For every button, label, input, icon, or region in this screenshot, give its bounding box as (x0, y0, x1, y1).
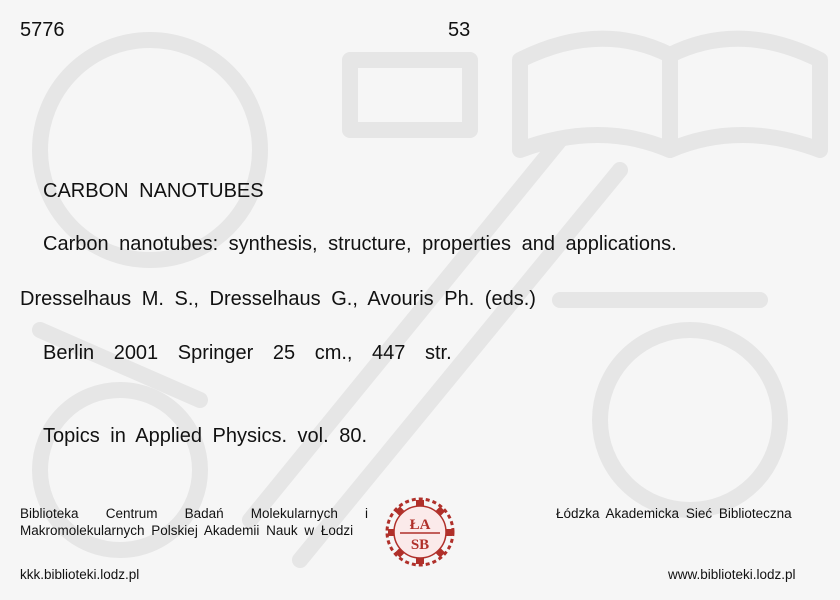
seal-text-bottom: SB (410, 537, 430, 553)
book-authors: Dresselhaus M. S., Dresselhaus G., Avouris Ph. (eds.) (20, 288, 536, 310)
circle-watermark-icon (40, 40, 260, 260)
seal-text-top: ŁA (409, 517, 431, 533)
book-title: Carbon nanotubes: synthesis, structure, properties and applications. (43, 233, 677, 255)
book-watermark-icon (520, 39, 820, 150)
card-number: 53 (448, 19, 471, 41)
pen-watermark-icon (250, 140, 560, 520)
library-name-right: Łódzka Akademicka Sieć Biblioteczna (556, 506, 792, 521)
lasb-seal-icon (384, 496, 456, 568)
book-imprint: Berlin 2001 Springer 25 cm., 447 str. (43, 342, 452, 364)
catalog-link-right[interactable]: www.biblioteki.lodz.pl (668, 567, 796, 582)
book-series: Topics in Applied Physics. vol. 80. (43, 425, 368, 447)
call-number: 5776 (20, 19, 65, 41)
library-name-left: Biblioteka Centrum Badań Molekularnych i Makromolekularnych Polskiej Akademii Nauk w Łodzi (20, 506, 368, 538)
subject-heading: CARBON NANOTUBES (43, 180, 264, 202)
catalog-link-left[interactable]: kkk.biblioteki.lodz.pl (20, 567, 140, 582)
